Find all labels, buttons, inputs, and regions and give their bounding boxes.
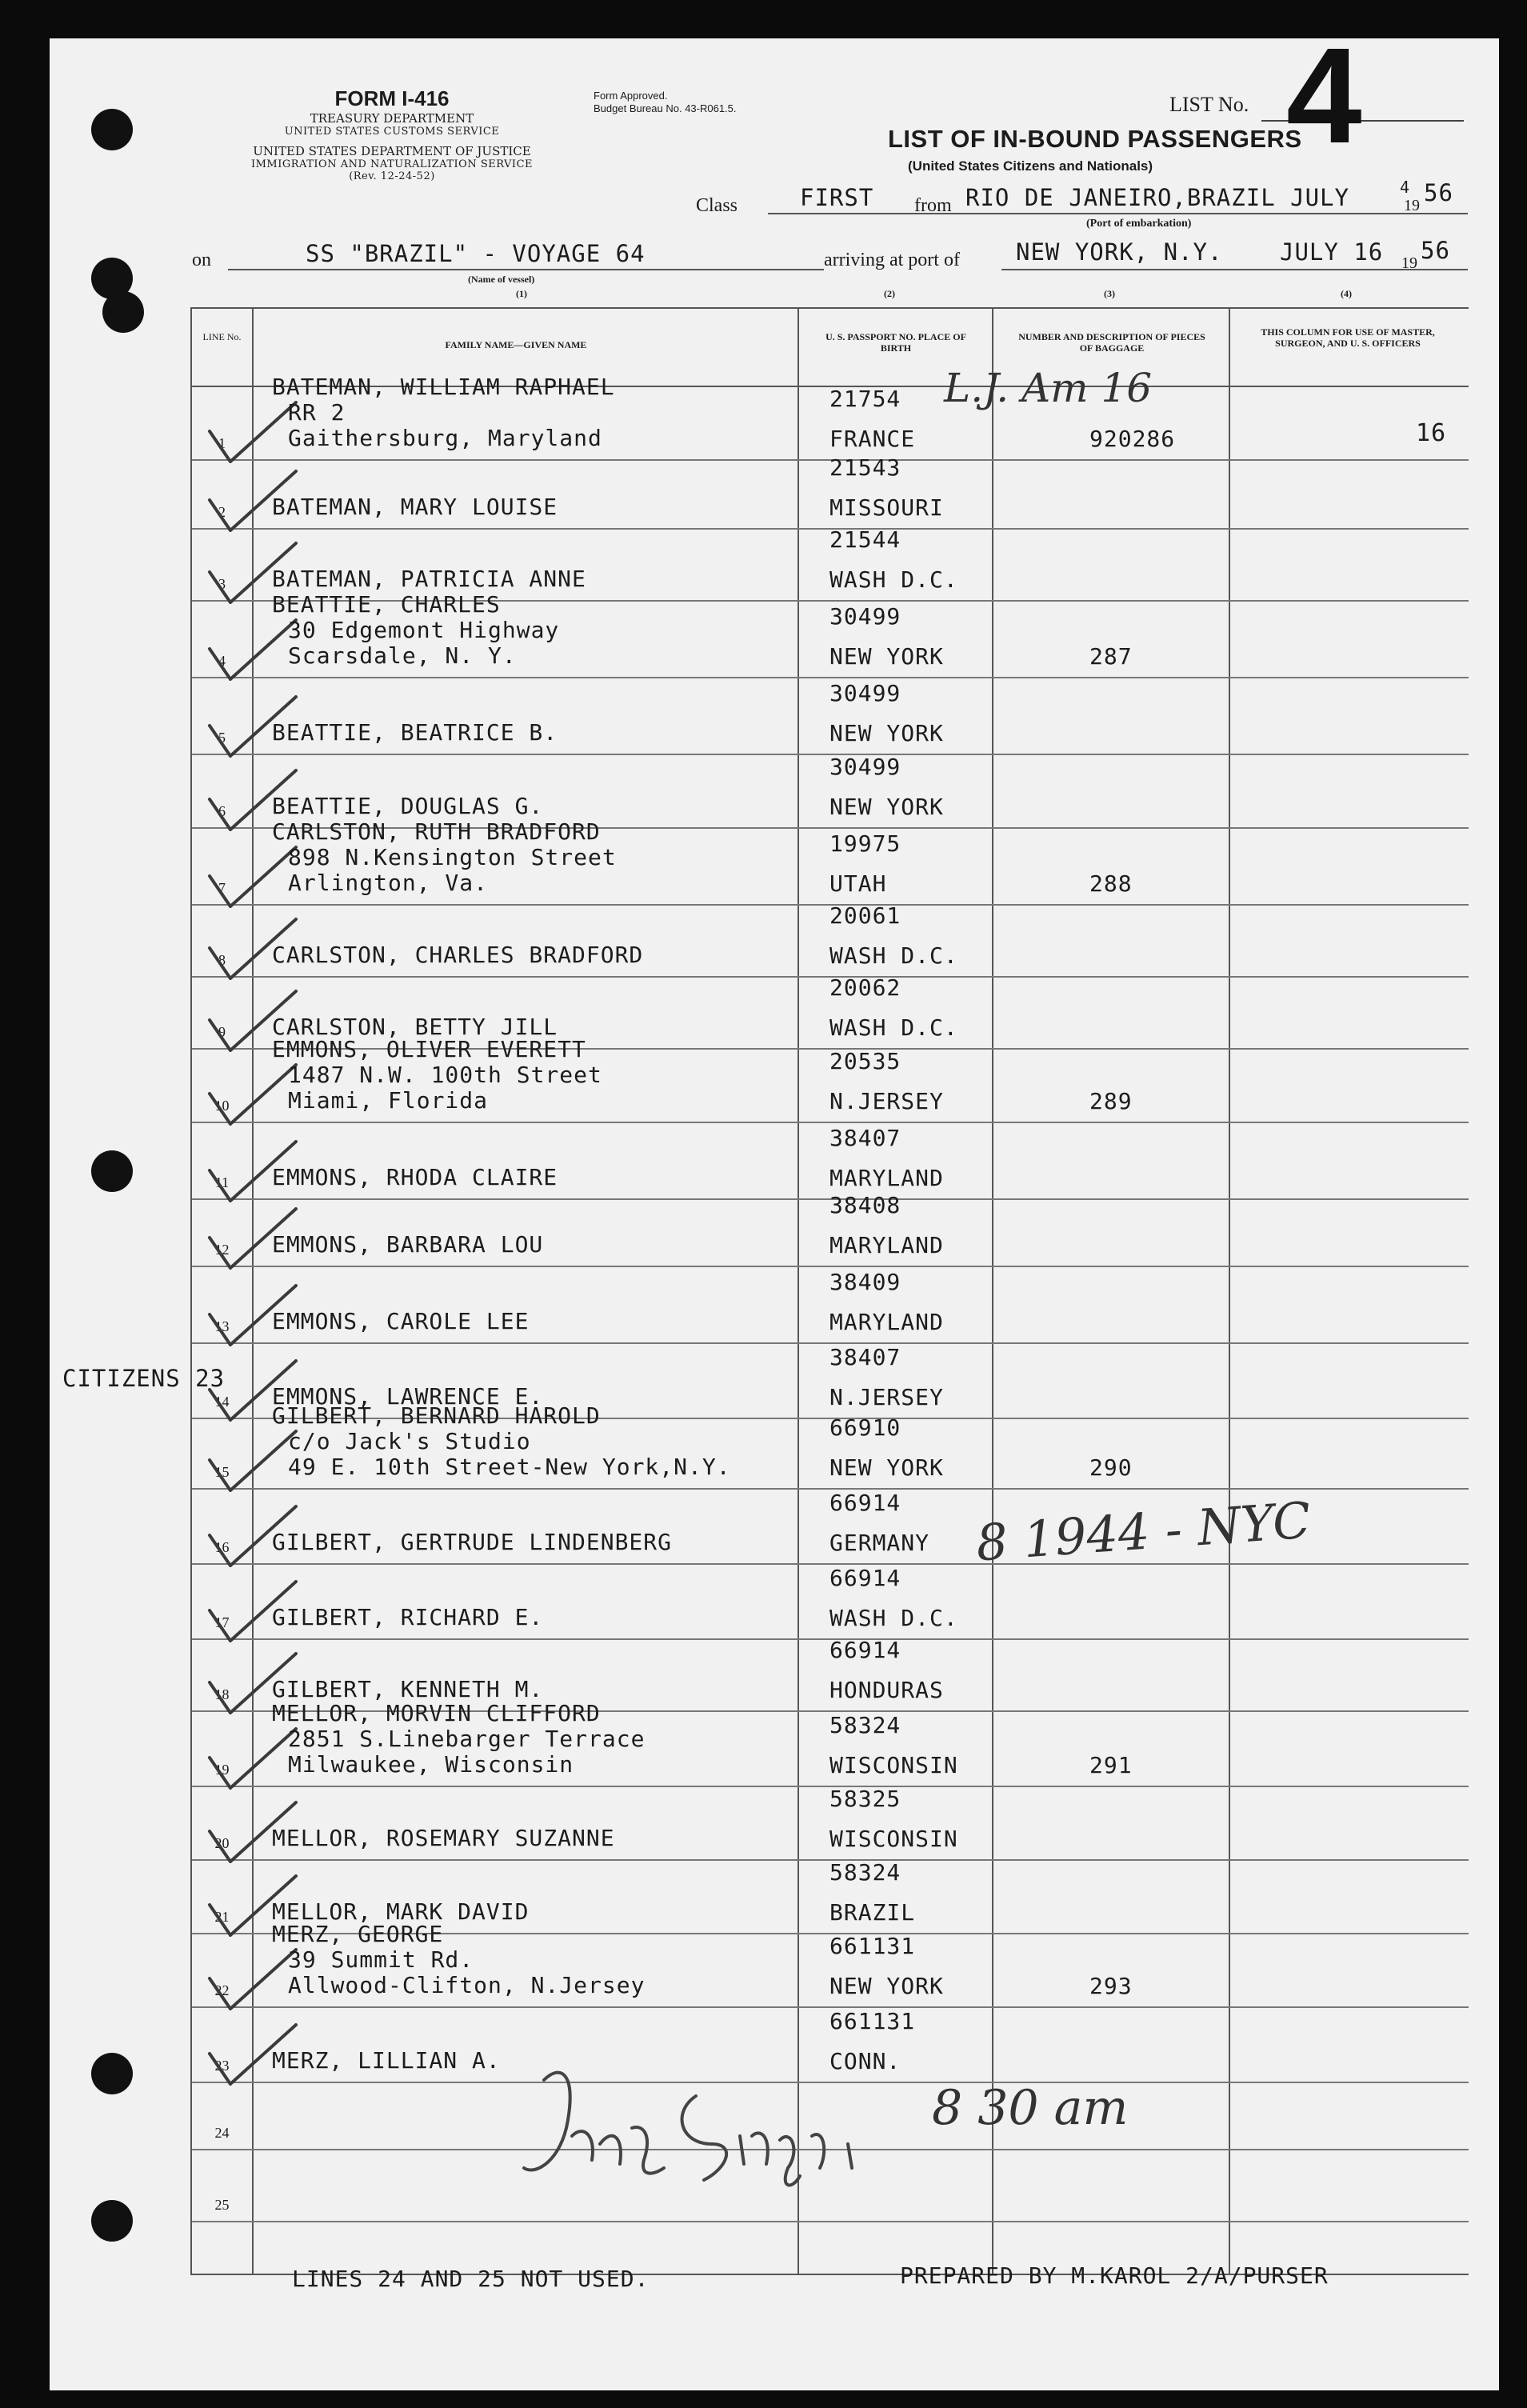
column-1-caption: (1) — [516, 288, 527, 299]
passenger-address: 39 Summit Rd. — [288, 1946, 474, 1973]
punch-hole — [91, 2053, 133, 2094]
passenger-name: GILBERT, GERTRUDE LINDENBERG — [272, 1529, 673, 1555]
place-of-birth: WISCONSIN — [829, 1826, 958, 1852]
page-subtitle: (United States Citizens and Nationals) — [908, 158, 1153, 174]
place-of-birth: MISSOURI — [829, 494, 944, 521]
budget-line-1: Form Approved. — [594, 90, 668, 102]
passport-number: 66910 — [829, 1414, 901, 1441]
table-row — [192, 677, 1469, 754]
inspector-signature — [512, 2048, 928, 2192]
table-row — [192, 1786, 1469, 1859]
embarkation-year: 56 — [1424, 179, 1453, 206]
passenger-entry — [272, 566, 586, 592]
passenger-name: MELLOR, MARK DAVID — [272, 1898, 530, 1925]
passenger-entry — [272, 1922, 645, 1998]
place-of-birth: WASH D.C. — [829, 1605, 958, 1631]
passenger-city: Allwood-Clifton, N.Jersey — [288, 1972, 646, 1998]
passenger-table — [190, 307, 1469, 2275]
column-2-caption: (2) — [884, 288, 895, 299]
table-row — [192, 1563, 1469, 1638]
line-number: 14 — [214, 1394, 230, 1410]
line-number: 20 — [214, 1835, 230, 1851]
passport-number: 38407 — [829, 1125, 901, 1151]
passenger-entry — [272, 1309, 529, 1334]
on-label: on — [192, 250, 211, 270]
passport-number: 20062 — [829, 974, 901, 1001]
line-number: 10 — [214, 1098, 230, 1114]
embarkation-port: RIO DE JANEIRO,BRAZIL JULY — [965, 184, 1349, 211]
passenger-name: CARLSTON, CHARLES BRADFORD — [272, 942, 644, 968]
vessel-underline — [228, 269, 824, 270]
passport-number: 38407 — [829, 1344, 901, 1370]
column-4-caption: (4) — [1341, 288, 1352, 299]
table-row — [192, 1192, 1469, 1266]
budget-approval — [594, 90, 737, 115]
passenger-address: 30 Edgemont Highway — [288, 617, 560, 643]
line-number: 9 — [218, 1024, 226, 1040]
arrival-year: 56 — [1421, 237, 1450, 264]
header-baggage: NUMBER AND DESCRIPTION OF PIECES OF BAGGAGE — [1018, 331, 1205, 354]
passport-number: 21544 — [829, 526, 901, 553]
agency-customs: UNITED STATES CUSTOMS SERVICE — [284, 126, 500, 138]
table-row — [192, 454, 1469, 528]
form-number: FORM I-416 — [334, 86, 450, 110]
passenger-entry — [272, 494, 558, 520]
signature-time: 8 30 am — [932, 2080, 1129, 2136]
passenger-entry — [272, 1037, 602, 1114]
baggage-count: 920286 — [1089, 426, 1176, 452]
place-of-birth: NEW YORK — [829, 720, 944, 746]
line-number: 23 — [214, 2058, 230, 2074]
place-of-birth: WASH D.C. — [829, 1014, 958, 1041]
passenger-entry — [272, 374, 615, 451]
passenger-name: GILBERT, RICHARD E. — [272, 1604, 544, 1630]
baggage-count: 293 — [1089, 1973, 1133, 1999]
vessel-name: SS "BRAZIL" - VOYAGE 64 — [306, 240, 646, 267]
line-number: 22 — [214, 1982, 230, 1998]
footer-prepared-by: PREPARED BY M.KAROL 2/A/PURSER — [900, 2262, 1329, 2289]
embarkation-day: 4 — [1400, 178, 1411, 197]
passenger-name: EMMONS, BARBARA LOU — [272, 1231, 544, 1258]
table-row — [192, 1921, 1469, 2006]
passenger-city: Scarsdale, N. Y. — [288, 642, 517, 669]
table-row — [192, 904, 1469, 976]
line-number: 15 — [214, 1464, 230, 1480]
baggage-count: 289 — [1089, 1088, 1133, 1114]
header-passport: U. S. PASSPORT NO. PLACE OF BIRTH — [825, 331, 966, 354]
passenger-entry — [272, 592, 559, 669]
place-of-birth: BRAZIL — [829, 1899, 916, 1926]
handwritten-note-row-1: L.J. Am 16 — [944, 365, 1153, 411]
place-of-birth: NEW YORK — [829, 1454, 944, 1481]
passenger-name: EMMONS, CAROLE LEE — [272, 1308, 530, 1334]
passport-number: 38409 — [829, 1269, 901, 1295]
line-number: 7 — [218, 880, 226, 896]
place-of-birth: CONN. — [829, 2048, 901, 2074]
line-number: 1 — [218, 435, 226, 451]
line-number: 18 — [214, 1686, 230, 1702]
line-number: 24 — [214, 2125, 230, 2141]
passenger-name: BATEMAN, WILLIAM RAPHAEL — [272, 374, 615, 400]
row-rule — [192, 2221, 1469, 2222]
passport-number: 661131 — [829, 1933, 916, 1959]
passenger-entry — [272, 720, 558, 746]
place-of-birth: HONDURAS — [829, 1677, 944, 1703]
passport-number: 20535 — [829, 1048, 901, 1074]
list-no-value: 4 — [1286, 20, 1362, 172]
passenger-entry — [272, 1677, 543, 1702]
footer-lines-note: LINES 24 AND 25 NOT USED. — [292, 2266, 650, 2292]
passenger-address: 1487 N.W. 100th Street — [288, 1062, 602, 1088]
punch-hole — [91, 109, 133, 150]
place-of-birth: FRANCE — [829, 426, 916, 452]
passenger-name: EMMONS, LAWRENCE E. — [272, 1383, 544, 1410]
baggage-count: 290 — [1089, 1454, 1133, 1481]
passenger-city: 49 E. 10th Street-New York,N.Y. — [288, 1454, 731, 1480]
table-row — [192, 591, 1469, 677]
baggage-count: 287 — [1089, 643, 1133, 670]
passenger-entry — [272, 1232, 543, 1258]
line-number: 25 — [214, 2197, 230, 2213]
place-of-birth: MARYLAND — [829, 1309, 944, 1335]
passport-number: 58324 — [829, 1712, 901, 1738]
place-of-birth: WASH D.C. — [829, 566, 958, 593]
header-officers: THIS COLUMN FOR USE OF MASTER, SURGEON, AND U. S. OFFICERS — [1261, 326, 1435, 349]
place-of-birth: NEW YORK — [829, 794, 944, 820]
place-of-birth: WASH D.C. — [829, 942, 958, 969]
passenger-name: BEATTIE, DOUGLAS G. — [272, 793, 544, 819]
passenger-address: RR 2 — [288, 399, 346, 426]
passenger-name: GILBERT, BERNARD HAROLD — [272, 1402, 601, 1429]
list-no-label: LIST No. — [1169, 93, 1249, 116]
form-revision: (Rev. 12-24-52) — [349, 170, 435, 182]
class-value: FIRST — [800, 184, 874, 211]
passenger-name: EMMONS, OLIVER EVERETT — [272, 1036, 586, 1062]
line-number: 6 — [218, 803, 226, 819]
passenger-name: MELLOR, ROSEMARY SUZANNE — [272, 1825, 615, 1851]
passenger-entry — [272, 794, 543, 819]
place-of-birth: WISCONSIN — [829, 1752, 958, 1778]
agency-treasury: TREASURY DEPARTMENT — [310, 111, 474, 126]
baggage-count: 291 — [1089, 1752, 1133, 1778]
table-row — [192, 1266, 1469, 1342]
agency-ins: IMMIGRATION AND NATURALIZATION SERVICE — [250, 158, 534, 170]
handwritten-note-row-16: 8 1944 - NYC — [973, 1490, 1313, 1573]
passenger-name: GILBERT, KENNETH M. — [272, 1676, 544, 1702]
passport-number: 58325 — [829, 1786, 901, 1812]
line-number: 19 — [214, 1762, 230, 1778]
passenger-city: Milwaukee, Wisconsin — [288, 1751, 574, 1778]
class-label: Class — [696, 195, 738, 216]
line-number: 3 — [218, 576, 226, 592]
passport-number: 66914 — [829, 1637, 901, 1663]
passenger-entry — [272, 1165, 558, 1190]
embarkation-year-prefix: 19 — [1404, 197, 1420, 214]
passenger-name: MERZ, LILLIAN A. — [272, 2047, 501, 2074]
table-row — [192, 818, 1469, 904]
table-row — [192, 754, 1469, 827]
line-number: 8 — [218, 952, 226, 968]
passport-number: 66914 — [829, 1490, 901, 1516]
passenger-city: Arlington, Va. — [288, 870, 489, 896]
passenger-name: BEATTIE, CHARLES — [272, 591, 501, 618]
passenger-entry — [272, 819, 617, 896]
passenger-address: c/o Jack's Studio — [288, 1428, 531, 1454]
passenger-city: Miami, Florida — [288, 1087, 489, 1114]
arrival-underline — [1001, 269, 1468, 270]
line-number: 21 — [214, 1909, 230, 1925]
passport-number: 661131 — [829, 2008, 916, 2034]
arrival-port: NEW YORK, N.Y. — [1016, 238, 1223, 266]
baggage-count: 288 — [1089, 870, 1133, 897]
passport-number: 38408 — [829, 1192, 901, 1218]
passport-number: 30499 — [829, 754, 901, 780]
arrival-date: JULY 16 — [1280, 238, 1384, 266]
passport-number: 20061 — [829, 902, 901, 929]
table-row — [192, 374, 1469, 459]
passenger-name: MELLOR, MORVIN CLIFFORD — [272, 1700, 601, 1726]
passport-number: 21543 — [829, 454, 901, 481]
line-number: 17 — [214, 1614, 230, 1630]
line-number: 16 — [214, 1539, 230, 1555]
passenger-entry — [272, 1403, 731, 1480]
passenger-entry — [272, 1826, 615, 1851]
place-of-birth: GERMANY — [829, 1530, 930, 1556]
punch-hole — [102, 291, 144, 333]
passport-number: 66914 — [829, 1565, 901, 1591]
passport-number: 58324 — [829, 1859, 901, 1886]
place-of-birth: UTAH — [829, 870, 887, 897]
line-number: 2 — [218, 504, 226, 520]
place-of-birth: NEW YORK — [829, 643, 944, 670]
passenger-name: BATEMAN, PATRICIA ANNE — [272, 566, 586, 592]
page-title: LIST OF IN-BOUND PASSENGERS — [888, 125, 1302, 153]
passenger-entry — [272, 2048, 501, 2074]
passport-number: 30499 — [829, 680, 901, 706]
passenger-entry — [272, 1701, 645, 1778]
line-number: 11 — [214, 1174, 230, 1190]
arriving-label: arriving at port of — [824, 250, 960, 270]
line-number: 12 — [214, 1242, 230, 1258]
port-embark-caption: (Port of embarkation) — [1086, 218, 1192, 230]
passenger-name: EMMONS, RHODA CLAIRE — [272, 1164, 558, 1190]
vessel-caption: (Name of vessel) — [468, 274, 535, 285]
place-of-birth: N.JERSEY — [829, 1384, 944, 1410]
passport-number: 30499 — [829, 603, 901, 630]
table-row — [192, 1036, 1469, 1122]
passenger-entry — [272, 1605, 543, 1630]
form-identification — [204, 86, 580, 182]
line-number: 5 — [218, 730, 226, 746]
place-of-birth: MARYLAND — [829, 1165, 944, 1191]
place-of-birth: NEW YORK — [829, 1973, 944, 1999]
place-of-birth: MARYLAND — [829, 1232, 944, 1258]
citizens-count: CITIZENS 23 — [62, 1365, 226, 1392]
passenger-entry — [272, 1530, 672, 1555]
arrival-year-prefix: 19 — [1401, 254, 1417, 272]
table-row — [192, 1700, 1469, 1786]
from-label: from — [914, 195, 952, 216]
passenger-name: MERZ, GEORGE — [272, 1921, 444, 1947]
column-3-caption: (3) — [1104, 288, 1115, 299]
passport-number: 21754 — [829, 386, 901, 412]
passenger-name: CARLSTON, RUTH BRADFORD — [272, 818, 601, 845]
header-name: FAMILY NAME—GIVEN NAME — [445, 339, 587, 350]
punch-hole — [91, 2200, 133, 2242]
punch-hole — [91, 1150, 133, 1192]
passport-number: 19975 — [829, 830, 901, 857]
table-row — [192, 1122, 1469, 1198]
table-row — [192, 528, 1469, 600]
passenger-name: BATEMAN, MARY LOUISE — [272, 494, 558, 520]
passenger-city: Gaithersburg, Maryland — [288, 425, 602, 451]
header-line-no: LINE No. — [202, 331, 242, 342]
budget-line-2: Budget Bureau No. 43-R061.5. — [594, 102, 737, 114]
passenger-name: CARLSTON, BETTY JILL — [272, 1014, 558, 1040]
passenger-entry — [272, 942, 643, 968]
officer-note: 16 — [1416, 419, 1447, 447]
line-number: 13 — [214, 1318, 230, 1334]
passenger-name: BEATTIE, BEATRICE B. — [272, 719, 558, 746]
passenger-address: 898 N.Kensington Street — [288, 844, 617, 870]
place-of-birth: N.JERSEY — [829, 1088, 944, 1114]
class-underline — [768, 213, 1468, 214]
line-number: 4 — [218, 653, 226, 669]
passenger-address: 2851 S.Linebarger Terrace — [288, 1726, 646, 1752]
agency-justice: UNITED STATES DEPARTMENT OF JUSTICE — [253, 144, 531, 158]
